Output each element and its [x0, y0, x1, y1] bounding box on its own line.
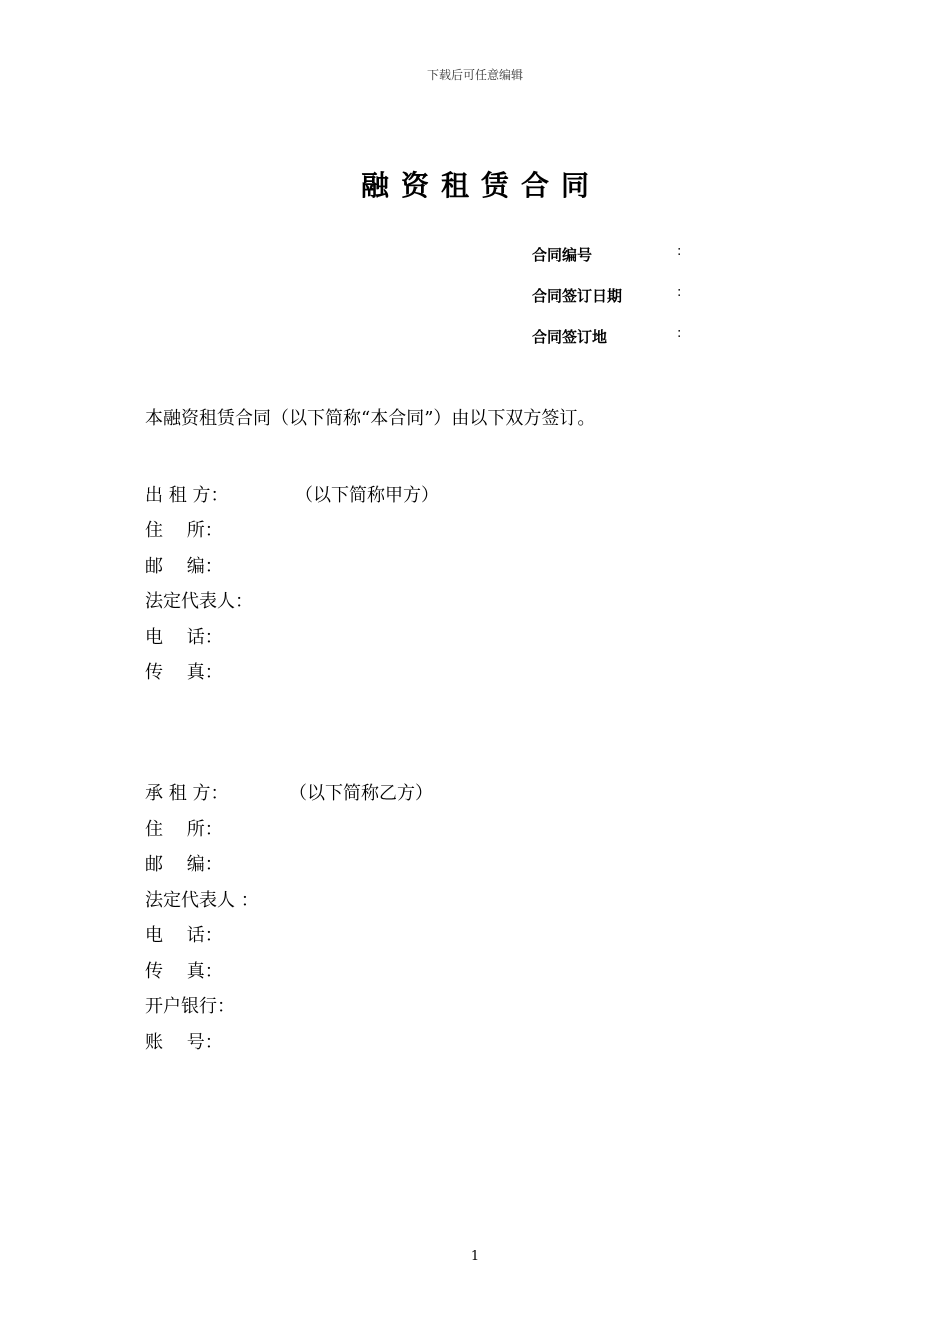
lessee-field-account: 账 号：	[145, 1032, 223, 1053]
lessor-note: （以下简称甲方）	[295, 485, 439, 506]
lessee-field-bank: 开户银行：	[145, 996, 235, 1017]
lessee-field-address: 住 所：	[145, 819, 223, 840]
lessor-label: 出 租 方：	[145, 485, 229, 506]
meta-label: 合同签订地	[532, 328, 608, 346]
lessor-field-postcode: 邮 编：	[145, 556, 223, 577]
lessee-field-postcode: 邮 编：	[145, 854, 223, 875]
lessee-field-legal-rep: 法定代表人 ：	[145, 890, 259, 911]
document-title: 融资租赁合同	[360, 169, 601, 202]
lessee-label: 承 租 方：	[145, 783, 229, 804]
meta-label: 合同签订日期	[532, 287, 623, 305]
page-number: 1	[470, 1249, 480, 1264]
lessor-field-address: 住 所：	[145, 520, 223, 541]
page-header-note: 下载后可任意编辑	[426, 68, 523, 82]
lessee-note: （以下简称乙方）	[289, 783, 433, 804]
lessor-field-phone: 电 话：	[145, 627, 223, 648]
meta-label: 合同编号	[532, 246, 593, 264]
meta-colon: :	[677, 285, 682, 300]
meta-colon: :	[677, 244, 682, 259]
lessee-field-phone: 电 话：	[145, 925, 223, 946]
lessor-field-legal-rep: 法定代表人：	[145, 591, 253, 612]
intro-paragraph: 本融资租赁合同（以下简称“本合同”）由以下双方签订。	[145, 408, 596, 429]
meta-colon: :	[677, 326, 682, 341]
lessee-field-fax: 传 真：	[145, 961, 223, 982]
lessor-field-fax: 传 真：	[145, 662, 223, 683]
